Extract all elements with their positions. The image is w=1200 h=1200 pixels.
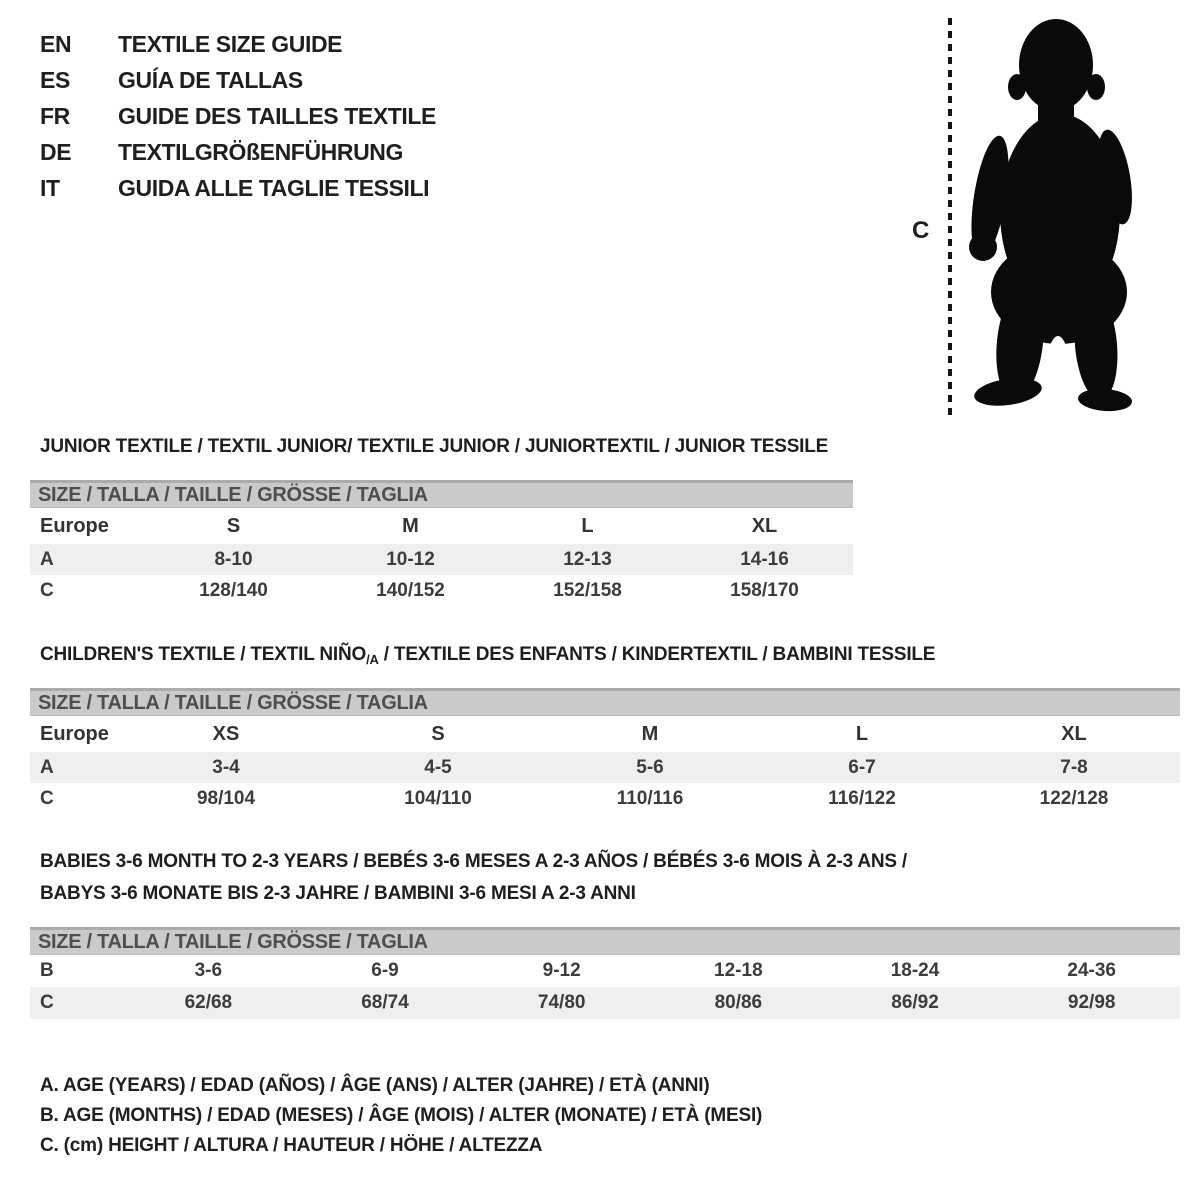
table-cell: 24-36 bbox=[1067, 960, 1116, 981]
table-cell: 86/92 bbox=[891, 992, 939, 1013]
table-cell: 62/68 bbox=[184, 992, 233, 1013]
language-title: TEXTILGRÖßENFÜHRUNG bbox=[118, 139, 403, 165]
table-cell: 3-4 bbox=[212, 756, 240, 778]
table-cell: A bbox=[40, 548, 54, 570]
table-cell: XL bbox=[1061, 722, 1087, 745]
hand-left-shape bbox=[969, 233, 997, 261]
legend-line: C. (cm) HEIGHT / ALTURA / HAUTEUR / HÖHE / ALTEZZA bbox=[40, 1135, 543, 1156]
table-row bbox=[30, 716, 1180, 752]
table-cell: 3-6 bbox=[194, 960, 223, 981]
language-title: GUIDA ALLE TAGLIE TESSILI bbox=[118, 175, 430, 201]
table-cell: 80/86 bbox=[714, 992, 763, 1013]
children-title-rest: / TEXTILE DES ENFANTS / KINDERTEXTIL / BAMBINI TESSILE bbox=[378, 644, 936, 665]
babies-title-line1: BABIES 3-6 MONTH TO 2-3 YEARS / BEBÉS 3-6 MESES A 2-3 AÑOS / BÉBÉS 3-6 MOIS À 2-3 ANS / bbox=[40, 851, 908, 872]
leg-gap-shape bbox=[1045, 336, 1071, 417]
table-cell: 98/104 bbox=[196, 787, 256, 809]
table-cell: C bbox=[40, 787, 54, 809]
language-row bbox=[40, 26, 436, 62]
table-cell: S bbox=[226, 514, 241, 537]
table-cell: L bbox=[581, 514, 594, 537]
language-row bbox=[40, 170, 436, 206]
legend-line: B. AGE (MONTHS) / EDAD (MESES) / ÂGE (MOIS) / ALTER (MONATE) / ETÀ (MESI) bbox=[40, 1105, 763, 1126]
table-cell: 6-9 bbox=[371, 960, 399, 981]
babies-section-title bbox=[40, 846, 907, 910]
language-title: GUÍA DE TALLAS bbox=[118, 67, 303, 93]
table-cell: 8-10 bbox=[214, 548, 253, 570]
babies-title-line2: BABYS 3-6 MONATE BIS 2-3 JAHRE / BAMBINI 3-6 MESI A 2-3 ANNI bbox=[40, 883, 636, 904]
table-row bbox=[30, 783, 1180, 814]
babies-size-table bbox=[30, 927, 1180, 1019]
table-cell: 68/74 bbox=[361, 992, 409, 1013]
table-cell: C bbox=[40, 579, 54, 601]
table-cell: 14-16 bbox=[740, 548, 789, 570]
table-cell: 7-8 bbox=[1060, 756, 1088, 778]
language-title: TEXTILE SIZE GUIDE bbox=[118, 31, 343, 57]
children-size-header-bar: SIZE / TALLA / TAILLE / GRÖSSE / TAGLIA bbox=[30, 688, 1180, 716]
language-code: EN bbox=[40, 31, 72, 57]
language-code: IT bbox=[40, 175, 60, 201]
language-row bbox=[40, 134, 436, 170]
table-row bbox=[30, 575, 853, 606]
foot-right-shape bbox=[1077, 387, 1132, 413]
table-cell: S bbox=[431, 722, 445, 745]
table-cell: 122/128 bbox=[1039, 787, 1109, 809]
table-cell: M bbox=[402, 514, 419, 537]
table-cell: 10-12 bbox=[386, 548, 435, 570]
table-cell: XS bbox=[212, 722, 240, 745]
table-cell: M bbox=[641, 722, 659, 745]
language-title-list bbox=[40, 26, 436, 206]
table-cell: A bbox=[40, 756, 54, 778]
language-row bbox=[40, 62, 436, 98]
head-shape bbox=[1019, 19, 1093, 111]
table-cell: 116/122 bbox=[828, 787, 896, 809]
table-cell: 74/80 bbox=[537, 992, 586, 1013]
table-cell: 12-18 bbox=[714, 960, 763, 981]
table-cell: 6-7 bbox=[848, 756, 876, 778]
table-cell: 9-12 bbox=[542, 960, 581, 981]
children-section-title bbox=[40, 644, 935, 667]
table-cell: 12-13 bbox=[563, 548, 612, 570]
table-row bbox=[30, 752, 1180, 783]
table-cell: 140/152 bbox=[376, 579, 445, 601]
language-code: DE bbox=[40, 139, 72, 165]
table-cell: 5-6 bbox=[636, 756, 664, 778]
table-cell: Europe bbox=[40, 722, 109, 745]
table-cell: C bbox=[40, 992, 54, 1013]
language-code: FR bbox=[40, 103, 70, 129]
junior-size-table bbox=[30, 480, 853, 606]
language-title: GUIDE DES TAILLES TEXTILE bbox=[118, 103, 436, 129]
table-cell: 158/170 bbox=[730, 579, 799, 601]
table-cell: L bbox=[855, 722, 869, 745]
toddler-silhouette bbox=[963, 12, 1141, 417]
table-row bbox=[30, 955, 1180, 987]
children-title-subscript: /A bbox=[366, 652, 379, 667]
table-row bbox=[30, 987, 1180, 1019]
babies-size-header-bar: SIZE / TALLA / TAILLE / GRÖSSE / TAGLIA bbox=[30, 927, 1180, 955]
legend-line: A. AGE (YEARS) / EDAD (AÑOS) / ÂGE (ANS) / ALTER (JAHRE) / ETÀ (ANNI) bbox=[40, 1075, 710, 1096]
language-code: ES bbox=[40, 67, 70, 93]
height-measure-label: C bbox=[912, 217, 930, 244]
children-size-table bbox=[30, 688, 1180, 814]
table-cell: 18-24 bbox=[890, 960, 940, 981]
height-dashed-line bbox=[948, 18, 952, 416]
children-title-main: CHILDREN'S TEXTILE / TEXTIL NIÑO bbox=[40, 644, 367, 665]
table-cell: Europe bbox=[40, 514, 109, 537]
table-cell: 152/158 bbox=[553, 579, 622, 601]
junior-section-title: JUNIOR TEXTILE / TEXTIL JUNIOR/ TEXTILE JUNIOR / JUNIORTEXTIL / JUNIOR TESSILE bbox=[40, 436, 829, 457]
table-cell: XL bbox=[751, 514, 778, 537]
junior-size-header-bar: SIZE / TALLA / TAILLE / GRÖSSE / TAGLIA bbox=[30, 480, 853, 508]
table-cell: 128/140 bbox=[199, 579, 268, 601]
table-cell: 104/110 bbox=[404, 787, 472, 809]
table-cell: 110/116 bbox=[616, 787, 684, 809]
measurement-legend bbox=[40, 1071, 762, 1161]
table-cell: 4-5 bbox=[424, 756, 452, 778]
language-row bbox=[40, 98, 436, 134]
table-cell: B bbox=[40, 960, 54, 981]
table-row bbox=[30, 508, 853, 544]
table-cell: 92/98 bbox=[1067, 992, 1116, 1013]
table-row bbox=[30, 544, 853, 575]
